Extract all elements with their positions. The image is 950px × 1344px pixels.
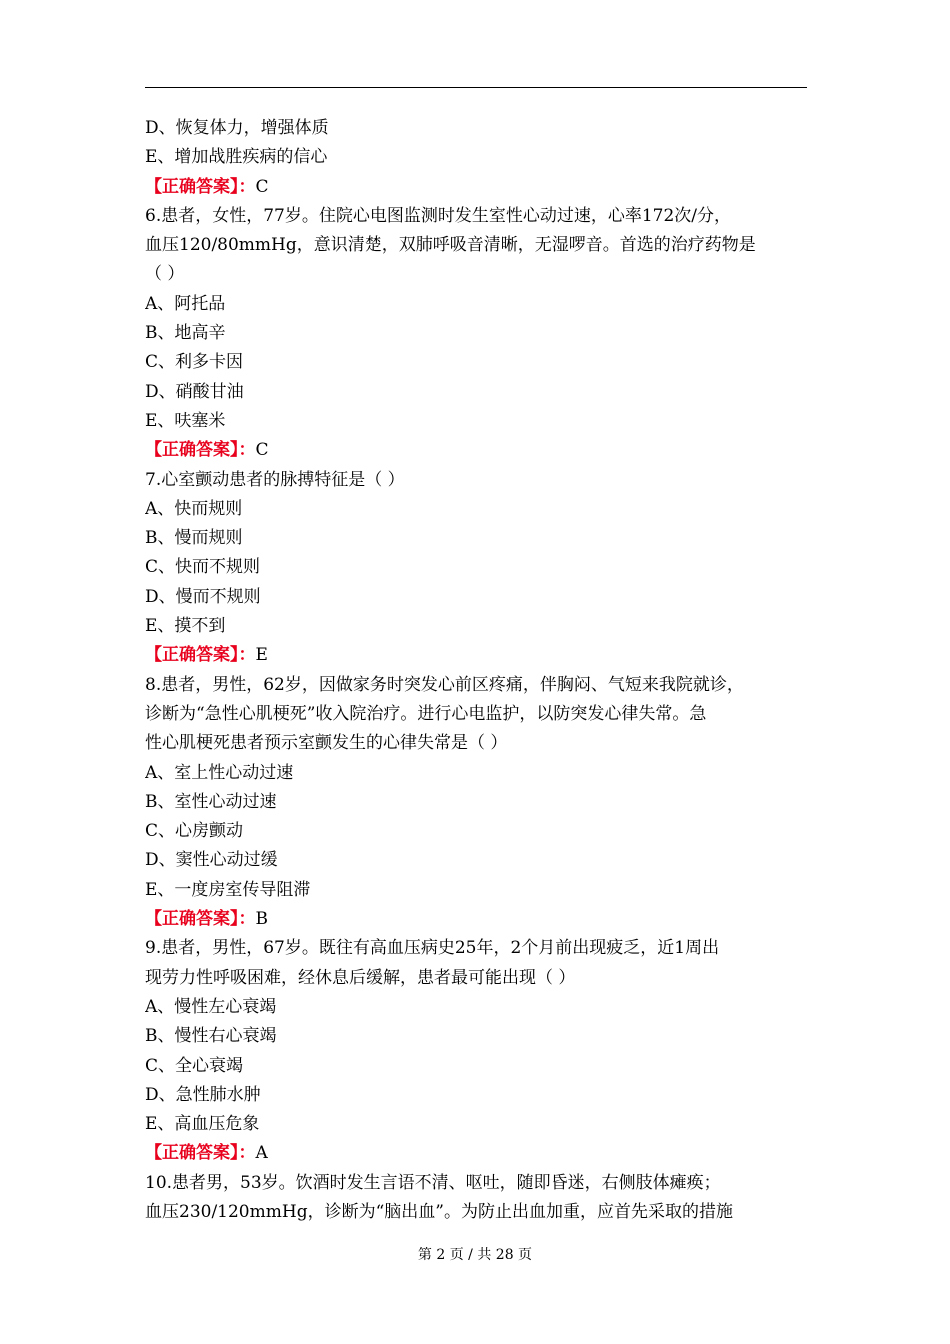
option-line: E、一度房室传导阻滞	[145, 879, 311, 900]
document-body	[145, 114, 807, 1227]
header-rule	[145, 87, 807, 88]
option-line: A、室上性心动过速	[145, 762, 294, 783]
answer-label: 【正确答案】：	[145, 909, 256, 930]
option-line: E、呋塞米	[145, 410, 226, 431]
answer-value: C	[255, 176, 269, 197]
option-line: D、恢复体力，增强体质	[145, 118, 329, 138]
option-line: C、心房颤动	[145, 821, 244, 842]
question-stem-line: 诊断为“急性心肌梗死”收入院治疗。进行心电监护，以防突发心律失常。急	[145, 703, 707, 724]
option-line: E、高血压危象	[145, 1114, 260, 1135]
answer-line	[145, 436, 807, 465]
question-stem-line: 8.患者，男性，62岁，因做家务时突发心前区疼痛，伴胸闷、气短来我院就诊，	[145, 674, 744, 695]
answer-label: 【正确答案】：	[145, 440, 256, 461]
answer-value: C	[255, 440, 269, 461]
question-stem-line: 血压120/80mmHg，意识清楚，双肺呼吸音清晰，无湿啰音。首选的治疗药物是	[145, 235, 756, 256]
answer-label: 【正确答案】：	[145, 1143, 256, 1164]
answer-value: E	[255, 645, 268, 666]
option-line: A、阿托品	[145, 293, 226, 314]
answer-label: 【正确答案】：	[145, 645, 256, 666]
option-line: B、慢而规则	[145, 528, 243, 549]
option-line: C、利多卡因	[145, 352, 244, 373]
answer-value: A	[255, 1143, 268, 1164]
option-line: A、慢性左心衰竭	[145, 996, 277, 1017]
option-line: D、急性肺水肿	[145, 1084, 261, 1105]
option-line: C、快而不规则	[145, 557, 261, 578]
option-line: B、室性心动过速	[145, 791, 277, 812]
question-stem-line: 6.患者，女性，77岁。住院心电图监测时发生室性心动过速，心率172次/分，	[145, 205, 732, 226]
question-stem-line: （ ）	[145, 264, 185, 285]
option-line: A、快而规则	[145, 498, 243, 519]
answer-value: B	[255, 909, 268, 930]
question-stem-line: 现劳力性呼吸困难，经休息后缓解，患者最可能出现（ ）	[145, 967, 576, 988]
option-line: C、全心衰竭	[145, 1055, 244, 1076]
question-stem-line: 7.心室颤动患者的脉搏特征是（ ）	[145, 469, 405, 490]
answer-line	[145, 905, 807, 934]
option-line: D、硝酸甘油	[145, 381, 244, 402]
answer-label: 【正确答案】：	[145, 176, 256, 197]
answer-line	[145, 1139, 807, 1168]
question-stem-line: 性心肌梗死患者预示室颤发生的心律失常是（ ）	[145, 733, 508, 754]
option-line: E、增加战胜疾病的信心	[145, 147, 328, 168]
answer-line	[145, 641, 807, 670]
question-stem-line: 9.患者，男性，67岁。既往有高血压病史25年，2个月前出现疲乏，近1周出	[145, 938, 720, 959]
question-stem-line: 10.患者男，53岁。饮酒时发生言语不清、呕吐，随即昏迷，右侧肢体瘫痪；	[145, 1172, 721, 1193]
answer-line	[145, 173, 807, 202]
question-stem-line: 血压230/120mmHg，诊断为“脑出血”。为防止出血加重，应首先采取的措施	[145, 1201, 733, 1222]
option-line: B、地高辛	[145, 323, 226, 344]
option-line: D、慢而不规则	[145, 586, 261, 607]
option-line: D、窦性心动过缓	[145, 850, 278, 871]
option-line: B、慢性右心衰竭	[145, 1026, 277, 1047]
option-line: E、摸不到	[145, 616, 226, 637]
page-footer: 第 2 页 / 共 28 页	[417, 1247, 533, 1263]
